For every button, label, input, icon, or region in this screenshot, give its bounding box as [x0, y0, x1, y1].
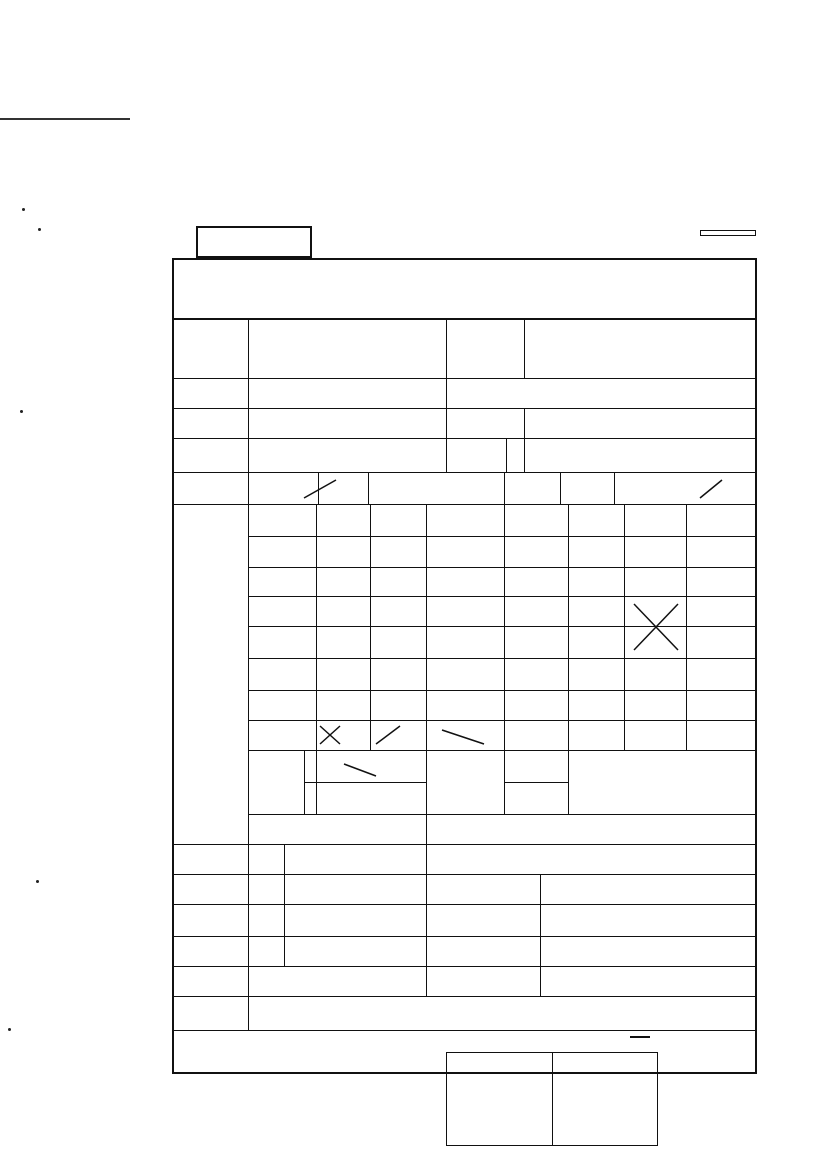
rule-v: [506, 438, 507, 472]
rule-v: [446, 408, 447, 472]
scan-speck: [22, 208, 25, 211]
rule-v: [426, 874, 427, 996]
cross-out-mark: [438, 722, 488, 748]
cross-out-mark: [696, 476, 726, 502]
rule: [248, 658, 757, 659]
rule-v: [524, 408, 525, 472]
rule: [172, 378, 757, 379]
scan-speck: [36, 880, 39, 883]
rule-v: [368, 472, 369, 504]
rule-v: [316, 504, 317, 814]
rule-v: [370, 504, 371, 750]
rule: [172, 472, 757, 473]
rule: [304, 782, 426, 783]
rule: [172, 504, 757, 505]
rule: [172, 996, 757, 997]
rule: [172, 904, 757, 905]
tax-notice: [148, 520, 188, 820]
cross-out-mark: [372, 722, 404, 748]
rule-v: [624, 504, 625, 750]
cross-out-mark: [630, 600, 682, 654]
rule-v: [686, 504, 687, 750]
building-summary-label: [200, 518, 218, 818]
rule-v: [248, 318, 249, 1030]
rule: [172, 1030, 757, 1031]
cross-out-mark: [316, 722, 344, 748]
rule-v: [426, 504, 427, 874]
rule: [172, 844, 757, 845]
scan-speck: [20, 410, 23, 413]
scan-speck: [8, 1028, 11, 1031]
rule: [172, 874, 757, 875]
scan-speck: [38, 228, 41, 231]
rule: [172, 438, 757, 439]
rule: [172, 408, 757, 409]
rule-v: [284, 844, 285, 966]
rule: [248, 750, 757, 751]
rule-v: [446, 318, 447, 408]
correction-stamp: [700, 230, 756, 236]
cross-out-mark: [300, 476, 340, 502]
rule: [172, 318, 757, 320]
rule: [172, 936, 757, 937]
rule-v: [560, 472, 561, 504]
rule-v: [552, 1052, 553, 1146]
rule: [248, 596, 757, 597]
rule-v: [614, 472, 615, 504]
rule: [248, 690, 757, 691]
cross-out-mark: [340, 756, 380, 780]
rule: [248, 567, 757, 568]
detail-back-box: [196, 226, 312, 258]
rule-v: [540, 874, 541, 996]
permit-form: [172, 258, 757, 1074]
proofread-seal-2: [630, 1036, 650, 1038]
rule-v: [568, 504, 569, 814]
rule: [504, 782, 568, 783]
rule: [248, 536, 757, 537]
rule: [172, 966, 757, 967]
scan-edge-line: [0, 118, 130, 120]
rule: [248, 814, 757, 815]
rule: [248, 720, 757, 721]
rule-v: [504, 472, 505, 504]
rule-v: [524, 318, 525, 378]
